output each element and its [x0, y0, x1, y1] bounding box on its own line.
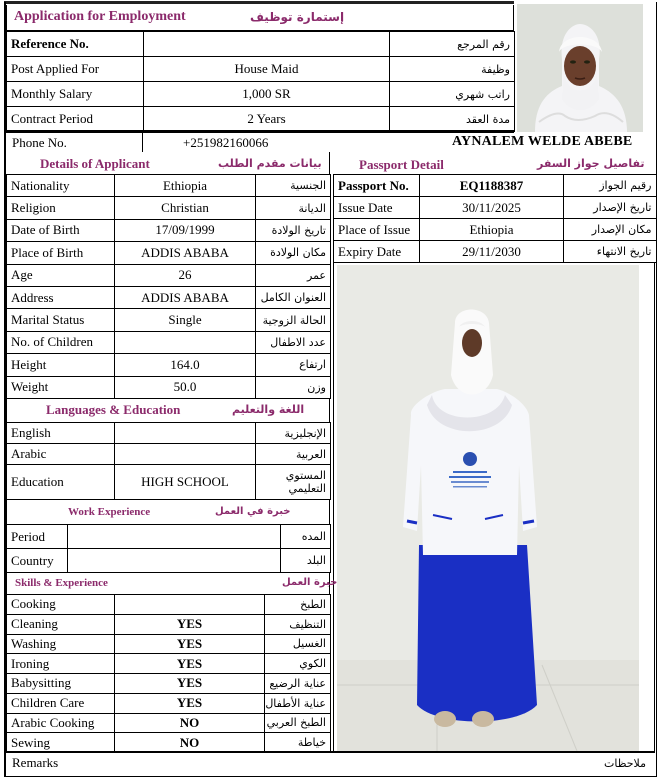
languages-title-ar: اللغة والتعليم	[232, 403, 305, 416]
field-label-ar: عمر	[256, 264, 331, 286]
field-label: Post Applied For	[7, 57, 144, 82]
field-label-ar: العربية	[256, 444, 331, 465]
field-label-ar: الجنسية	[256, 175, 331, 197]
skill-value	[115, 595, 265, 615]
table-row	[7, 376, 331, 398]
field-label: Marital Status	[7, 309, 115, 331]
skill-label-ar: الغسيل	[265, 634, 331, 654]
field-label-ar: الحالة الزوجية	[256, 309, 331, 331]
phone-divider	[142, 133, 143, 152]
table-row	[7, 693, 331, 713]
table-row	[7, 674, 331, 694]
skill-label-ar: عناية الأطفال	[265, 693, 331, 713]
field-value: 164.0	[115, 354, 256, 376]
field-label-ar: العنوان الكامل	[256, 286, 331, 308]
skill-value: YES	[115, 634, 265, 654]
table-row	[7, 444, 331, 465]
field-value: Christian	[115, 197, 256, 219]
field-value	[68, 525, 281, 549]
field-value: 30/11/2025	[420, 197, 564, 219]
divider	[6, 130, 514, 133]
details-title-ar: بيانات مقدم الطلب	[218, 157, 322, 170]
table-row	[334, 175, 656, 197]
field-value: Ethiopia	[115, 175, 256, 197]
skill-label-ar: الكوي	[265, 654, 331, 674]
field-value: ADDIS ABABA	[115, 242, 256, 264]
field-label-ar: الإنجليزية	[256, 423, 331, 444]
field-label: Expiry Date	[334, 241, 420, 263]
skill-label: Babysitting	[7, 674, 115, 694]
full-body-photo	[337, 265, 639, 751]
field-label: Height	[7, 354, 115, 376]
table-row	[7, 595, 331, 615]
portrait-photo	[517, 4, 643, 132]
field-value: 26	[115, 264, 256, 286]
field-label-ar: مكان الولادة	[256, 242, 331, 264]
field-label-ar: وظيفة	[390, 57, 515, 82]
phone-label: Phone No.	[12, 135, 67, 150]
table-row	[7, 82, 515, 107]
field-value	[115, 423, 256, 444]
field-label: Age	[7, 264, 115, 286]
photo-column-left-border	[333, 262, 334, 752]
details-title-en: Details of Applicant	[40, 156, 150, 171]
skill-label-ar: عناية الرضيع	[265, 674, 331, 694]
table-row	[334, 197, 656, 219]
applicant-details-table	[6, 174, 331, 399]
field-label: English	[7, 423, 115, 444]
skills-table	[6, 594, 331, 753]
field-label-ar: المستوي التعليمي	[256, 465, 331, 500]
field-label: Education	[7, 465, 115, 500]
field-label-ar: مكان الإصدار	[564, 219, 656, 241]
field-label: No. of Children	[7, 331, 115, 353]
field-label-ar: رقيم الجواز	[564, 175, 656, 197]
field-label-ar: وزن	[256, 376, 331, 398]
table-row	[7, 309, 331, 331]
field-label-ar: ارتفاع	[256, 354, 331, 376]
field-label: Passport No.	[334, 175, 420, 197]
field-label: Religion	[7, 197, 115, 219]
table-row	[7, 654, 331, 674]
table-row	[7, 32, 515, 57]
field-label: Arabic	[7, 444, 115, 465]
field-label: Issue Date	[334, 197, 420, 219]
field-label: Place of Issue	[334, 219, 420, 241]
table-row	[7, 549, 331, 573]
field-value: 50.0	[115, 376, 256, 398]
field-label: Reference No.	[7, 32, 144, 57]
work-experience-table	[6, 524, 331, 573]
field-value	[144, 32, 390, 57]
field-label-ar: الديانة	[256, 197, 331, 219]
applicant-name: AYNALEM WELDE ABEBE	[452, 134, 633, 149]
field-value: 2 Years	[144, 107, 390, 132]
skill-label-ar: الطبخ	[265, 595, 331, 615]
field-label: Weight	[7, 376, 115, 398]
field-label-ar: تاريخ الإصدار	[564, 197, 656, 219]
passport-number: EQ1188387	[420, 175, 564, 197]
photo-column-right-border	[654, 262, 655, 752]
field-label-ar: راتب شهري	[390, 82, 515, 107]
field-label-ar: تاريخ الانتهاء	[564, 241, 656, 263]
field-value: House Maid	[144, 57, 390, 82]
field-label: Country	[7, 549, 68, 573]
skill-value: YES	[115, 654, 265, 674]
remarks-label: Remarks	[12, 755, 59, 770]
table-row	[7, 107, 515, 132]
passport-title-ar: تفاصيل جواز السفر	[537, 157, 645, 170]
skill-label: Sewing	[7, 733, 115, 753]
table-row	[7, 614, 331, 634]
field-label-ar: مدة العقد	[390, 107, 515, 132]
work-title-ar: خبرة في العمل	[215, 506, 291, 517]
skill-label-ar: الطبخ العربي	[265, 713, 331, 733]
skill-label: Ironing	[7, 654, 115, 674]
skills-title-ar: خبرة العمل	[282, 577, 338, 588]
field-label-ar: البلد	[281, 549, 331, 573]
table-row	[7, 286, 331, 308]
skill-value: YES	[115, 614, 265, 634]
field-label: Nationality	[7, 175, 115, 197]
field-label: Contract Period	[7, 107, 144, 132]
table-row	[334, 219, 656, 241]
skill-value: YES	[115, 674, 265, 694]
field-value: Ethiopia	[420, 219, 564, 241]
field-label-ar: تاريخ الولادة	[256, 219, 331, 241]
field-value: 29/11/2030	[420, 241, 564, 263]
field-value: ADDIS ABABA	[115, 286, 256, 308]
work-title-en: Work Experience	[68, 506, 151, 518]
table-row	[7, 242, 331, 264]
field-label: Monthly Salary	[7, 82, 144, 107]
skill-value: YES	[115, 693, 265, 713]
title-en: Application for Employment	[14, 9, 186, 24]
skill-value: NO	[115, 713, 265, 733]
field-value	[115, 331, 256, 353]
skill-label: Washing	[7, 634, 115, 654]
field-label: Period	[7, 525, 68, 549]
table-row	[7, 197, 331, 219]
skill-label: Cooking	[7, 595, 115, 615]
title-ar: إستمارة توظيف	[250, 10, 345, 24]
field-label: Place of Birth	[7, 242, 115, 264]
table-row	[7, 57, 515, 82]
table-row	[7, 713, 331, 733]
passport-details-table	[333, 174, 656, 263]
skill-label-ar: التنظيف	[265, 614, 331, 634]
table-row	[7, 525, 331, 549]
skill-label-ar: خياطة	[265, 733, 331, 753]
table-row	[7, 423, 331, 444]
top-fields-table	[6, 31, 515, 132]
table-row	[7, 733, 331, 753]
skill-value: NO	[115, 733, 265, 753]
field-value	[115, 444, 256, 465]
field-label-ar: المده	[281, 525, 331, 549]
field-label: Date of Birth	[7, 219, 115, 241]
languages-table	[6, 422, 331, 500]
remarks-divider	[6, 751, 655, 753]
table-row	[7, 354, 331, 376]
full-body-photo-image	[337, 265, 639, 751]
field-value: HIGH SCHOOL	[115, 465, 256, 500]
table-row	[7, 465, 331, 500]
field-label-ar: رقم المرجع	[390, 32, 515, 57]
languages-title-en: Languages & Education	[46, 402, 181, 417]
field-value: Single	[115, 309, 256, 331]
phone-value: +251982160066	[183, 135, 269, 150]
table-row	[7, 264, 331, 286]
field-value: 1,000 SR	[144, 82, 390, 107]
skill-label: Arabic Cooking	[7, 713, 115, 733]
field-label-ar: عدد الاطفال	[256, 331, 331, 353]
passport-title-en: Passport Detail	[359, 157, 444, 172]
field-label: Address	[7, 286, 115, 308]
table-row	[7, 634, 331, 654]
skill-label: Cleaning	[7, 614, 115, 634]
table-row	[7, 175, 331, 197]
field-value: 17/09/1999	[115, 219, 256, 241]
skill-label: Children Care	[7, 693, 115, 713]
table-row	[334, 241, 656, 263]
table-row	[7, 331, 331, 353]
section-divider	[329, 152, 330, 174]
table-row	[7, 219, 331, 241]
skills-title-en: Skills & Experience	[15, 577, 108, 589]
remarks-label-ar: ملاحظات	[604, 757, 646, 770]
portrait-photo-image	[517, 4, 643, 132]
field-value	[68, 549, 281, 573]
